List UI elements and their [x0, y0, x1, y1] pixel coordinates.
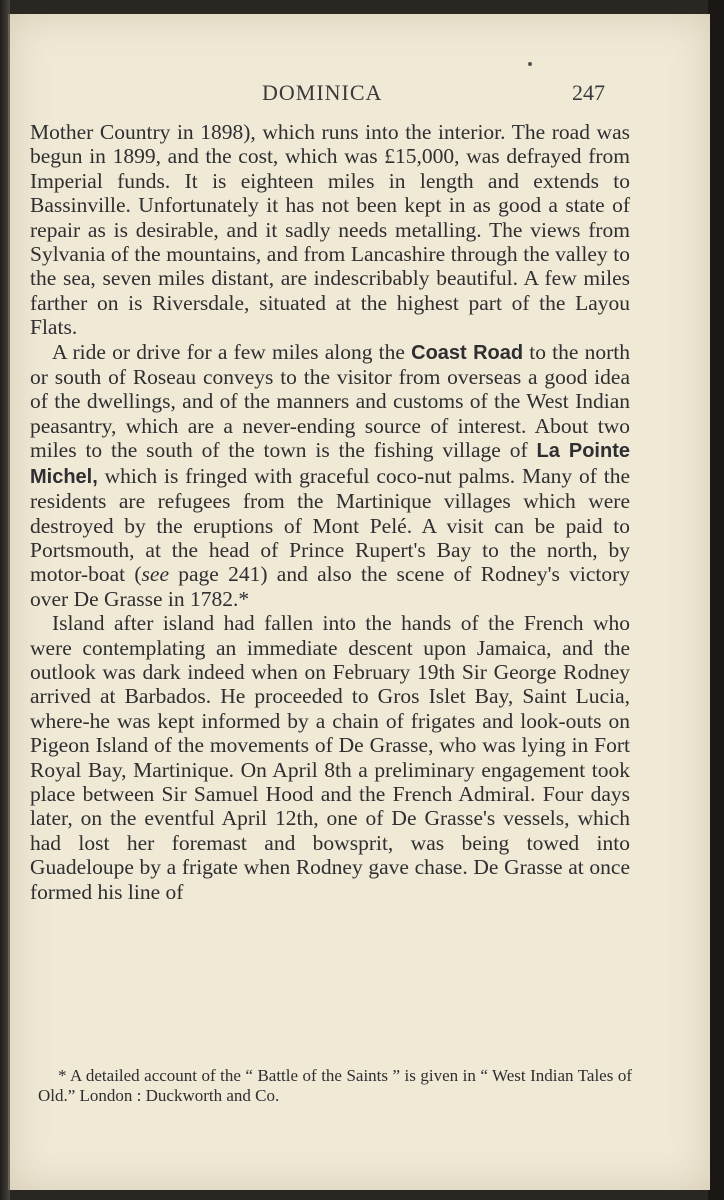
- la-pointe-michel-heading: La Pointe Michel,: [30, 440, 630, 488]
- see-italic: see: [141, 562, 169, 587]
- page-number: 247: [572, 80, 605, 105]
- paragraph-1: Mother Country in 1898), which runs into the interior. The road was begun in 1899, and the cost, which was £15,000, was defrayed from Imperial funds. It is eighteen miles in length and extends to Bassinville. Unfortunately it has not been kept in as good a state of repair as is desirable, and it sadly needs metalling. The views from Sylvania of the mountains, and from Lancashire through the valley to the sea, seven miles distant, are indescribably beautiful. A few miles farther on is Riversdale, situated at the highest part of the Layou Flats.: [30, 120, 630, 340]
- page-header: [32, 76, 632, 110]
- paragraph-2-text-a: A ride or drive for a few miles along the: [52, 339, 412, 364]
- page-edge-shadow: [708, 0, 724, 1200]
- body-text: [30, 120, 630, 904]
- ink-speck: [528, 62, 532, 66]
- running-head: DOMINICA: [262, 80, 383, 105]
- paragraph-2-text-c: which is fringed with graceful coco-nut palms. Many of the residents are refugees from the Martinique villages which were destroyed by the eruptions of Mont Pelé. A visit can be paid to Portsmouth, at the head of Prince Rupert's Bay to the north, by motor-boat (: [30, 463, 630, 587]
- book-page: [8, 14, 710, 1190]
- paragraph-2-text-d: page 241) and also the scene of Rodney's victory over De Grasse in 1782.*: [30, 562, 630, 611]
- paragraph-2: [30, 340, 630, 611]
- paragraph-3: Island after island had fallen into the hands of the French who were contemplating an immediate descent upon Jamaica, and the outlook was dark indeed when on February 19th Sir George Rodney arrived at Barbados. He proceeded to Gros Islet Bay, Saint Lucia, where-he was kept informed by a chain of frigates and look-outs on Pigeon Island of the movements of De Grasse, who was lying in Fort Royal Bay, Martinique. On April 8th a preliminary engagement took place between Sir Samuel Hood and the French Admiral. Four days later, on the eventful April 12th, one of De Grasse's vessels, which had lost her foremast and bowsprit, was being towed into Guadeloupe by a frigate when Rodney gave chase. De Grasse at once formed his line of: [30, 611, 630, 904]
- coast-road-heading: Coast Road: [411, 341, 524, 364]
- footnote: [38, 1066, 632, 1106]
- paragraph-2-text-b: to the north or south of Roseau conveys to the visitor from overseas a good idea of the dwellings, and of the manners and customs of the West Indian peasantry, which are a never-ending source of interest. About two miles to the south of the town is the fishing village of: [30, 339, 630, 463]
- footnote-text: * A detailed account of the “ Battle of the Saints ” is given in “ West Indian Tales of Old.” London : Duckworth and Co.: [38, 1066, 632, 1105]
